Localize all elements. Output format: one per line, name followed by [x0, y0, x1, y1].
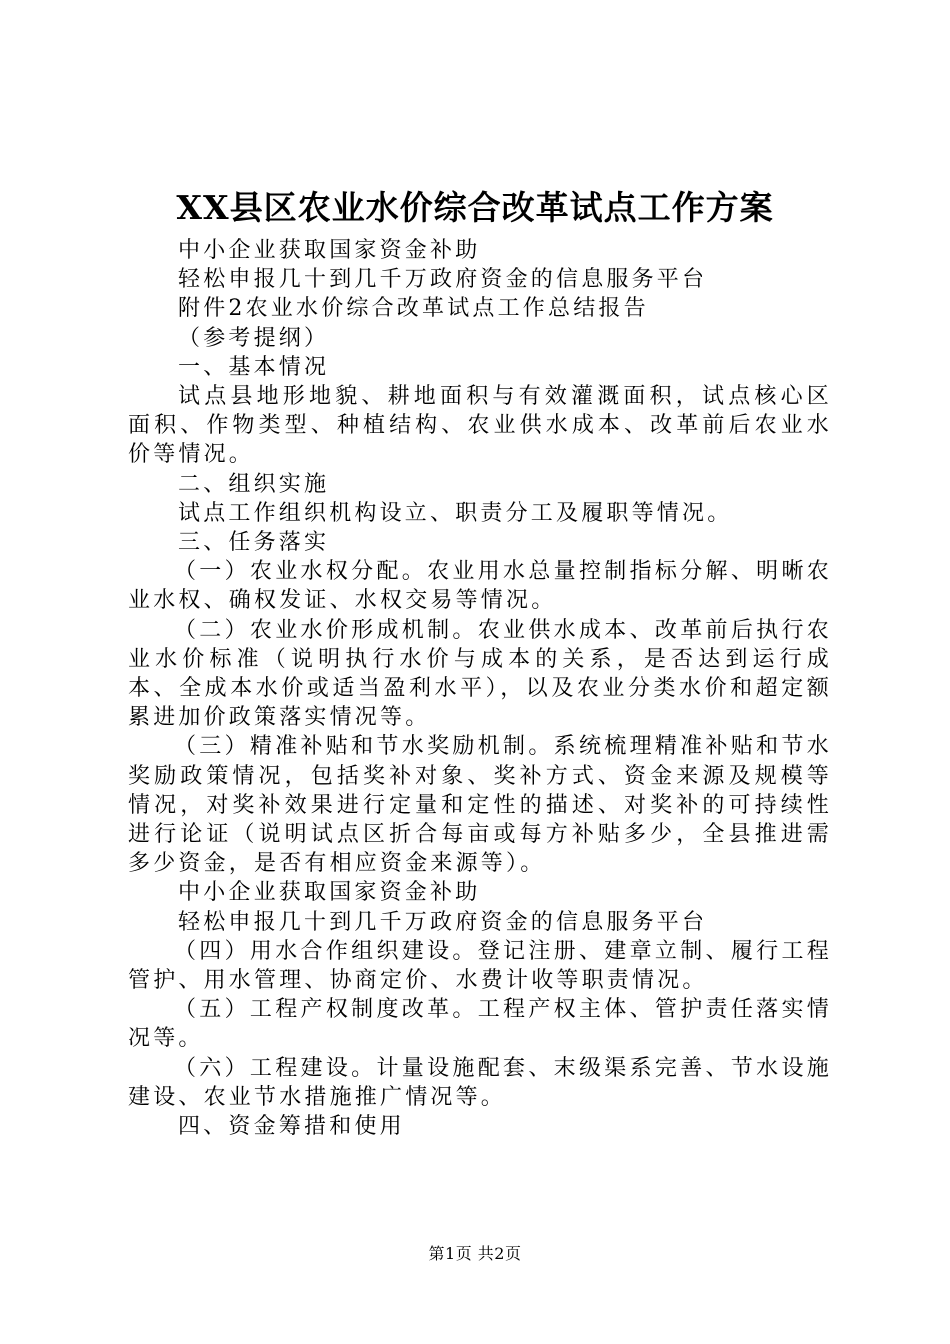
- paragraph: （六）工程建设。计量设施配套、末级渠系完善、节水设施建设、农业节水措施推广情况等。: [128, 1055, 832, 1110]
- paragraph: （二）农业水价形成机制。农业供水成本、改革前后执行农业水价标准（说明执行水价与成本的关系，是否达到运行成本、全成本水价或适当盈利水平），以及农业分类水价和超定额累进加价政策落实情况等。: [128, 617, 832, 731]
- paragraph: 试点县地形地貌、耕地面积与有效灌溉面积，试点核心区面积、作物类型、种植结构、农业供水成本、改革前后农业水价等情况。: [128, 384, 832, 468]
- paragraph: 试点工作组织机构设立、职责分工及履职等情况。: [178, 500, 733, 526]
- page-footer: 第1页 共2页: [428, 1244, 522, 1263]
- paragraph: 中小企业获取国家资金补助: [178, 238, 481, 263]
- paragraph: （三）精准补贴和节水奖励机制。系统梳理精准补贴和节水奖励政策情况，包括奖补对象、奖补方式、资金来源及规模等情况，对奖补效果进行定量和定性的描述、对奖补的可持续性进行论证（说明试点区折合每亩或每方补贴多少，全县推进需多少资金，是否有相应资金来源等）。: [128, 734, 832, 877]
- section-heading: 一、基本情况: [178, 354, 330, 380]
- document-title: XX县区农业水价综合改革试点工作方案: [176, 188, 774, 227]
- paragraph: 附件2农业水价综合改革试点工作总结报告: [178, 296, 649, 322]
- paragraph: 轻松申报几十到几千万政府资金的信息服务平台: [178, 909, 708, 935]
- paragraph: （五）工程产权制度改革。工程产权主体、管护责任落实情况等。: [128, 997, 832, 1052]
- section-heading: 四、资金筹措和使用: [178, 1114, 405, 1140]
- paragraph: 中小企业获取国家资金补助: [178, 880, 481, 906]
- document-body: [128, 236, 832, 1141]
- paragraph: （参考提纲）: [178, 325, 330, 351]
- paragraph: （四）用水合作组织建设。登记注册、建章立制、履行工程管护、用水管理、协商定价、水费计收等职责情况。: [128, 938, 832, 994]
- section-heading: 二、组织实施: [178, 471, 330, 497]
- paragraph: （一）农业水权分配。农业用水总量控制指标分解、明晰农业水权、确权发证、水权交易等情况。: [128, 559, 832, 614]
- section-heading: 三、任务落实: [178, 530, 330, 556]
- paragraph: 轻松申报几十到几千万政府资金的信息服务平台: [178, 267, 708, 293]
